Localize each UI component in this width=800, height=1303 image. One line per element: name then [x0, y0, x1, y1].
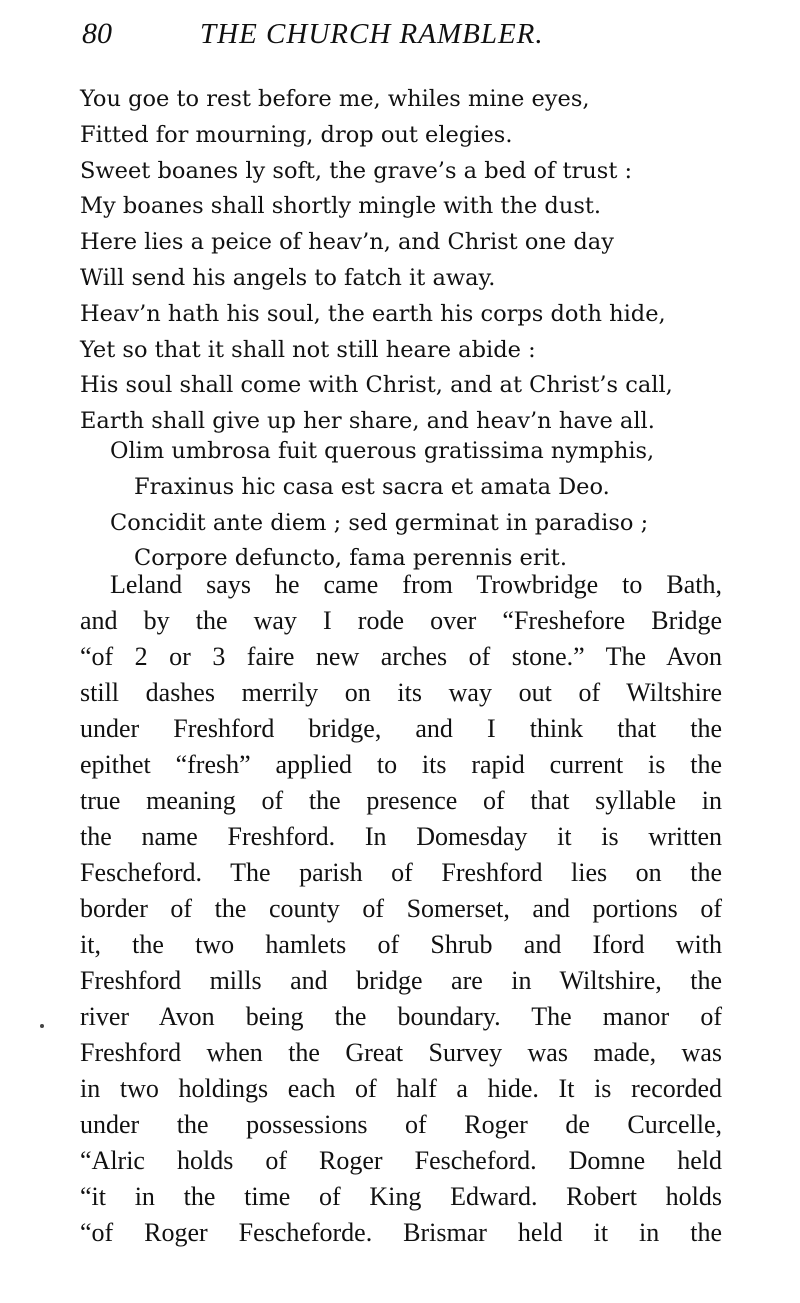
- verse-line: You goe to rest before me, whiles mine eyes,: [80, 86, 590, 112]
- paragraph-line: still dashes merrily on its way out of Wiltshire: [80, 678, 722, 707]
- paragraph-line: in two holdings each of half a hide. It is recorded: [80, 1074, 722, 1103]
- verse-line: Here lies a peice of heav’n, and Christ one day: [80, 229, 614, 256]
- latin-line: Fraxinus hic casa est sacra et amata Deo.: [134, 473, 610, 500]
- verse-line: Fitted for mourning, drop out elegies.: [80, 121, 513, 148]
- running-head: THE CHURCH RAMBLER.: [200, 18, 544, 50]
- latin-line: Concidit ante diem ; sed germinat in paradiso ;: [110, 509, 649, 536]
- paragraph-line: epithet “fresh” applied to its rapid current is the: [80, 750, 722, 779]
- paragraph-line: under the possessions of Roger de Curcelle,: [80, 1110, 722, 1139]
- scan-speck: [40, 1024, 44, 1028]
- paragraph-line: and by the way I rode over “Freshefore Bridge: [80, 606, 722, 635]
- paragraph-line: river Avon being the boundary. The manor of: [80, 1002, 722, 1031]
- paragraph-line: Leland says he came from Trowbridge to Bath,: [110, 570, 722, 599]
- verse-line: Yet so that it shall not still heare abide :: [80, 336, 536, 363]
- latin-verse: [80, 434, 730, 577]
- paragraph-line: Freshford when the Great Survey was made, was: [80, 1038, 722, 1067]
- page-header: [82, 18, 742, 54]
- epitaph-verse: [80, 82, 730, 440]
- verse-line: Earth shall give up her share, and heav’n have all.: [80, 408, 655, 435]
- paragraph-line: the name Freshford. In Domesday it is written: [80, 822, 722, 851]
- verse-line: Sweet boanes ly soft, the grave’s a bed of trust :: [80, 157, 633, 184]
- paragraph-line: “Alric holds of Roger Fescheford. Domne held: [80, 1146, 722, 1175]
- paragraph-line: it, the two hamlets of Shrub and Iford with: [80, 930, 722, 959]
- verse-line: His soul shall come with Christ, and at Christ’s call,: [80, 372, 673, 399]
- latin-line: Corpore defuncto, fama perennis erit.: [134, 545, 567, 572]
- page-number: 80: [82, 17, 112, 50]
- paragraph-line: “it in the time of King Edward. Robert holds: [80, 1182, 722, 1211]
- paragraph-line: “of 2 or 3 faire new arches of stone.” The Avon: [80, 642, 722, 671]
- paragraph-line: “of Roger Fescheforde. Brismar held it in the: [80, 1218, 722, 1247]
- paragraph-line: under Freshford bridge, and I think that the: [80, 714, 722, 743]
- paragraph-line: true meaning of the presence of that syllable in: [80, 786, 722, 815]
- verse-line: Heav’n hath his soul, the earth his corps doth hide,: [80, 300, 666, 327]
- paragraph-line: border of the county of Somerset, and portions of: [80, 894, 722, 923]
- verse-line: My boanes shall shortly mingle with the dust.: [80, 193, 602, 220]
- verse-line: Will send his angels to fatch it away.: [80, 264, 496, 291]
- latin-line: Olim umbrosa fuit querous gratissima nymphis,: [110, 438, 655, 464]
- paragraph-line: Fescheford. The parish of Freshford lies on the: [80, 858, 722, 887]
- body-paragraph: [80, 567, 722, 1251]
- paragraph-line: Freshford mills and bridge are in Wiltshire, the: [80, 966, 722, 995]
